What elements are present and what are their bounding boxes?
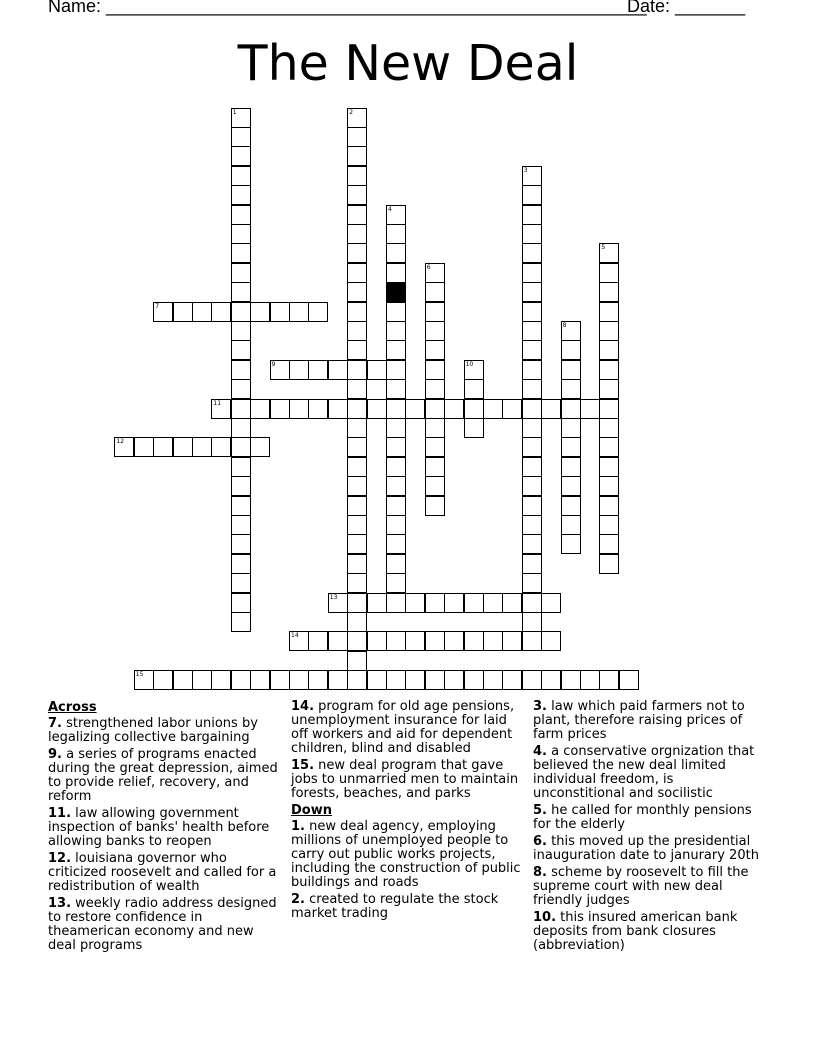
clue-text: new deal agency, employing millions of unemployed people to carry out public works projects, including the construction of public buildings and roads (291, 819, 521, 890)
crossword-cell[interactable] (425, 399, 445, 419)
clue-text: scheme by roosevelt to fill the supreme court with new deal friendly judges (533, 865, 749, 908)
clue-across-9 (48, 748, 284, 804)
crossword-cell[interactable] (231, 243, 251, 263)
crossword-cell[interactable] (425, 379, 445, 399)
crossword-cell[interactable] (425, 263, 445, 283)
crossword-cell[interactable] (541, 399, 561, 419)
crossword-cell[interactable] (367, 360, 387, 380)
crossword-cell[interactable] (289, 360, 309, 380)
crossword-cell[interactable] (541, 631, 561, 651)
crossword-cell[interactable] (561, 399, 581, 419)
crossword-cell[interactable] (231, 127, 251, 147)
crossword-cell[interactable] (522, 418, 542, 438)
crossword-cell[interactable] (599, 534, 619, 554)
crossword-cell[interactable] (347, 146, 367, 166)
crossword-cell[interactable] (231, 379, 251, 399)
crossword-cell[interactable] (347, 108, 367, 128)
clue-down-5 (533, 804, 769, 832)
crossword-cell[interactable] (386, 379, 406, 399)
crossword-cell[interactable] (328, 399, 348, 419)
cell-number: 3 (523, 166, 528, 174)
crossword-cell[interactable] (522, 670, 542, 690)
crossword-cell[interactable] (522, 554, 542, 574)
crossword-cell[interactable] (231, 554, 251, 574)
crossword-cell[interactable] (347, 127, 367, 147)
crossword-cell[interactable] (347, 399, 367, 419)
crossword-cell[interactable] (425, 321, 445, 341)
crossword-cell[interactable] (347, 302, 367, 322)
crossword-cell[interactable] (231, 496, 251, 516)
crossword-cell[interactable] (231, 457, 251, 477)
clue-across-7 (48, 717, 284, 745)
crossword-cell[interactable] (522, 437, 542, 457)
crossword-cell[interactable] (347, 263, 367, 283)
crossword-cell[interactable] (580, 399, 600, 419)
crossword-cell[interactable] (231, 593, 251, 613)
crossword-cell[interactable] (386, 457, 406, 477)
crossword-cell[interactable] (347, 612, 367, 632)
crossword-cell[interactable] (347, 534, 367, 554)
crossword-cell[interactable] (561, 379, 581, 399)
crossword-cell[interactable] (522, 224, 542, 244)
crossword-cell[interactable] (153, 302, 173, 322)
clue-number: 3. (533, 699, 547, 714)
crossword-cell[interactable] (231, 263, 251, 283)
across-heading: Across (48, 700, 97, 715)
clue-number: 8. (533, 865, 547, 880)
black-square (386, 282, 406, 302)
crossword-cell[interactable] (308, 360, 328, 380)
clue-text: law which paid farmers not to plant, therefore raising prices of farm prices (533, 699, 745, 742)
crossword-cell[interactable] (328, 360, 348, 380)
clue-text: strengthened labor unions by legalizing collective bargaining (48, 716, 258, 745)
crossword-cell[interactable] (153, 670, 173, 690)
clue-number: 7. (48, 716, 62, 731)
clue-text: weekly radio address designed to restore confidence in theamerican economy and new deal programs (48, 896, 277, 953)
crossword-cell[interactable] (405, 399, 425, 419)
crossword-cell[interactable] (231, 224, 251, 244)
crossword-cell[interactable] (561, 418, 581, 438)
crossword-cell[interactable] (347, 457, 367, 477)
crossword-cell[interactable] (599, 496, 619, 516)
crossword-cell[interactable] (347, 573, 367, 593)
crossword-cell[interactable] (231, 612, 251, 632)
crossword-cell[interactable] (386, 476, 406, 496)
crossword-cell[interactable] (425, 496, 445, 516)
crossword-cell[interactable] (386, 399, 406, 419)
clue-across-13 (48, 897, 284, 953)
crossword-cell[interactable] (425, 340, 445, 360)
down-heading: Down (291, 803, 332, 818)
crossword-cell[interactable] (502, 399, 522, 419)
crossword-cell[interactable] (599, 476, 619, 496)
crossword-cell[interactable] (308, 302, 328, 322)
crossword-cell[interactable] (405, 670, 425, 690)
clue-number: 5. (533, 803, 547, 818)
crossword-cell[interactable] (502, 670, 522, 690)
crossword-cell[interactable] (502, 631, 522, 651)
crossword-cell[interactable] (561, 515, 581, 535)
crossword-cell[interactable] (231, 302, 251, 322)
crossword-cell[interactable] (561, 476, 581, 496)
crossword-cell[interactable] (522, 243, 542, 263)
crossword-cell[interactable] (386, 302, 406, 322)
clue-number: 2. (291, 892, 305, 907)
crossword-cell[interactable] (425, 437, 445, 457)
crossword-cell[interactable] (599, 554, 619, 574)
crossword-cell[interactable] (231, 205, 251, 225)
crossword-cell[interactable] (347, 243, 367, 263)
crossword-cell[interactable] (599, 340, 619, 360)
crossword-cell[interactable] (231, 573, 251, 593)
crossword-cell[interactable] (522, 379, 542, 399)
crossword-cell[interactable] (347, 496, 367, 516)
crossword-cell[interactable] (405, 593, 425, 613)
crossword-cell[interactable] (561, 534, 581, 554)
crossword-cell[interactable] (599, 379, 619, 399)
crossword-cell[interactable] (522, 340, 542, 360)
clue-column-2 (291, 700, 527, 924)
clue-text: created to regulate the stock market trading (291, 892, 499, 921)
crossword-cell[interactable] (561, 670, 581, 690)
crossword-cell[interactable] (561, 496, 581, 516)
crossword-cell[interactable] (270, 399, 290, 419)
clue-across-11 (48, 807, 284, 849)
crossword-cell[interactable] (347, 224, 367, 244)
crossword-cell[interactable] (231, 146, 251, 166)
cell-number: 11 (213, 399, 222, 407)
crossword-cell[interactable] (173, 437, 193, 457)
cell-number: 13 (329, 593, 338, 601)
crossword-cell[interactable] (347, 515, 367, 535)
crossword-cell[interactable] (231, 185, 251, 205)
crossword-cell[interactable] (464, 399, 484, 419)
page-title: The New Deal (237, 35, 579, 92)
crossword-cell[interactable] (522, 302, 542, 322)
crossword-cell[interactable] (347, 418, 367, 438)
clue-text: a series of programs enacted during the great depression, aimed to provide relief, recovery, and reform (48, 747, 278, 804)
crossword-cell[interactable] (464, 593, 484, 613)
crossword-cell[interactable] (483, 631, 503, 651)
crossword-cell[interactable] (522, 263, 542, 283)
crossword-cell[interactable] (405, 631, 425, 651)
crossword-cell[interactable] (347, 651, 367, 671)
crossword-cell[interactable] (425, 360, 445, 380)
crossword-cell[interactable] (347, 282, 367, 302)
crossword-cell[interactable] (347, 593, 367, 613)
crossword-cell[interactable] (308, 399, 328, 419)
crossword-cell[interactable] (289, 302, 309, 322)
crossword-cell[interactable] (599, 670, 619, 690)
crossword-cell[interactable] (561, 340, 581, 360)
crossword-cell[interactable] (231, 360, 251, 380)
crossword-cell[interactable] (231, 321, 251, 341)
crossword-cell[interactable] (599, 243, 619, 263)
crossword-cell[interactable] (425, 631, 445, 651)
crossword-cell[interactable] (386, 496, 406, 516)
crossword-cell[interactable] (211, 670, 231, 690)
crossword-cell[interactable] (134, 437, 154, 457)
crossword-cell[interactable] (483, 670, 503, 690)
clue-text: law allowing government inspection of banks' health before allowing banks to reopen (48, 806, 270, 849)
crossword-cell[interactable] (347, 554, 367, 574)
crossword-cell[interactable] (464, 360, 484, 380)
crossword-cell[interactable] (619, 670, 639, 690)
crossword-cell[interactable] (464, 670, 484, 690)
crossword-cell[interactable] (386, 243, 406, 263)
crossword-cell[interactable] (599, 418, 619, 438)
crossword-cell[interactable] (522, 631, 542, 651)
crossword-cell[interactable] (289, 670, 309, 690)
clue-column-1 (48, 700, 284, 956)
crossword-cell[interactable] (386, 418, 406, 438)
crossword-cell[interactable] (561, 437, 581, 457)
crossword-cell[interactable] (367, 670, 387, 690)
cell-number: 12 (116, 438, 125, 446)
clue-column-3 (533, 700, 769, 956)
crossword-cell[interactable] (444, 631, 464, 651)
cell-number: 7 (155, 302, 160, 310)
clue-down-6 (533, 835, 769, 863)
clue-number: 11. (48, 806, 72, 821)
crossword-cell[interactable] (425, 593, 445, 613)
crossword-cell[interactable] (522, 282, 542, 302)
crossword-cell[interactable] (386, 340, 406, 360)
crossword-cell[interactable] (367, 631, 387, 651)
crossword-cell[interactable] (328, 670, 348, 690)
crossword-cell[interactable] (231, 340, 251, 360)
crossword-cell[interactable] (192, 437, 212, 457)
cell-number: 9 (271, 360, 276, 368)
crossword-cell[interactable] (522, 205, 542, 225)
crossword-cell[interactable] (561, 321, 581, 341)
clue-down-2 (291, 893, 527, 921)
crossword-cell[interactable] (328, 631, 348, 651)
clue-down-10 (533, 911, 769, 953)
clue-down-4 (533, 745, 769, 801)
crossword-cell[interactable] (599, 360, 619, 380)
crossword-cell[interactable] (386, 670, 406, 690)
crossword-cell[interactable] (502, 593, 522, 613)
crossword-cell[interactable] (347, 670, 367, 690)
crossword-cell[interactable] (599, 302, 619, 322)
crossword-cell[interactable] (347, 437, 367, 457)
crossword-cell[interactable] (114, 437, 134, 457)
cell-number: 14 (291, 632, 299, 640)
crossword-cell[interactable] (347, 360, 367, 380)
crossword-cell[interactable] (289, 631, 309, 651)
crossword-cell[interactable] (483, 399, 503, 419)
crossword-cell[interactable] (347, 166, 367, 186)
crossword-cell[interactable] (347, 205, 367, 225)
clue-across-14 (291, 700, 527, 756)
crossword-cell[interactable] (522, 321, 542, 341)
crossword-cell[interactable] (599, 282, 619, 302)
crossword-cell[interactable] (425, 457, 445, 477)
crossword-cell[interactable] (386, 593, 406, 613)
crossword-cell[interactable] (347, 476, 367, 496)
crossword-cell[interactable] (250, 670, 270, 690)
clue-text: louisiana governor who criticized roosevelt and called for a redistribution of wealth (48, 851, 277, 894)
crossword-cell[interactable] (250, 399, 270, 419)
crossword-cell[interactable] (173, 302, 193, 322)
crossword-cell[interactable] (464, 379, 484, 399)
crossword-cell[interactable] (192, 302, 212, 322)
clue-number: 4. (533, 744, 547, 759)
crossword-cell[interactable] (580, 670, 600, 690)
crossword-cell[interactable] (522, 612, 542, 632)
crossword-cell[interactable] (231, 534, 251, 554)
crossword-cell[interactable] (599, 399, 619, 419)
crossword-cell[interactable] (192, 670, 212, 690)
crossword-cell[interactable] (153, 437, 173, 457)
crossword-cell[interactable] (425, 670, 445, 690)
clue-number: 12. (48, 851, 72, 866)
crossword-cell[interactable] (561, 457, 581, 477)
clue-across-15 (291, 759, 527, 801)
crossword-cell[interactable] (211, 302, 231, 322)
clue-across-12 (48, 852, 284, 894)
cell-number: 15 (135, 671, 144, 679)
crossword-cell[interactable] (541, 593, 561, 613)
crossword-cell[interactable] (522, 185, 542, 205)
crossword-cell[interactable] (367, 399, 387, 419)
crossword-cell[interactable] (270, 360, 290, 380)
crossword-cell[interactable] (386, 321, 406, 341)
date-field-label: Date: _______ (627, 0, 746, 16)
crossword-cell[interactable] (464, 418, 484, 438)
crossword-cell[interactable] (250, 437, 270, 457)
clue-number: 14. (291, 699, 315, 714)
clue-text: he called for monthly pensions for the elderly (533, 803, 752, 832)
name-field-label: Name: ______________________________________________________ (48, 0, 647, 16)
clue-number: 13. (48, 896, 72, 911)
crossword-cell[interactable] (250, 302, 270, 322)
crossword-cell[interactable] (522, 166, 542, 186)
clue-number: 1. (291, 819, 305, 834)
crossword-cell[interactable] (444, 399, 464, 419)
crossword-cell[interactable] (231, 515, 251, 535)
crossword-cell[interactable] (386, 573, 406, 593)
clue-down-8 (533, 866, 769, 908)
crossword-cell[interactable] (308, 631, 328, 651)
crossword-cell[interactable] (231, 399, 251, 419)
clue-text: program for old age pensions, unemployment insurance for laid off workers and aid for dependent children, blind and disabled (291, 699, 515, 756)
crossword-cell[interactable] (173, 670, 193, 690)
crossword-cell[interactable] (231, 108, 251, 128)
cell-number: 4 (388, 205, 392, 213)
cell-number: 2 (349, 108, 354, 116)
crossword-cell[interactable] (425, 282, 445, 302)
crossword-cell[interactable] (444, 593, 464, 613)
crossword-cell[interactable] (522, 573, 542, 593)
crossword-cell[interactable] (231, 418, 251, 438)
crossword-cell[interactable] (386, 534, 406, 554)
crossword-cell[interactable] (599, 457, 619, 477)
crossword-cell[interactable] (386, 205, 406, 225)
crossword-cell[interactable] (522, 476, 542, 496)
crossword-cell[interactable] (425, 476, 445, 496)
crossword-cell[interactable] (347, 379, 367, 399)
clue-text: this insured american bank deposits from bank closures (abbreviation) (533, 910, 738, 953)
crossword-cell[interactable] (522, 515, 542, 535)
crossword-cell[interactable] (386, 360, 406, 380)
crossword-cell[interactable] (386, 515, 406, 535)
crossword-cell[interactable] (386, 437, 406, 457)
crossword-cell[interactable] (386, 554, 406, 574)
cell-number: 1 (232, 108, 237, 116)
crossword-cell[interactable] (386, 631, 406, 651)
crossword-cell[interactable] (425, 302, 445, 322)
cell-number: 6 (426, 263, 431, 271)
crossword-cell[interactable] (328, 593, 348, 613)
clue-text: this moved up the presidential inauguration date to janurary 20th (533, 834, 759, 863)
crossword-cell[interactable] (308, 670, 328, 690)
crossword-cell[interactable] (347, 631, 367, 651)
cell-number: 5 (601, 244, 606, 252)
clue-number: 6. (533, 834, 547, 849)
crossword-cell[interactable] (386, 224, 406, 244)
clue-number: 15. (291, 758, 315, 773)
crossword-cell[interactable] (134, 670, 154, 690)
crossword-cell[interactable] (386, 263, 406, 283)
crossword-cell[interactable] (270, 670, 290, 690)
crossword-cell[interactable] (522, 593, 542, 613)
crossword-cell[interactable] (231, 476, 251, 496)
crossword-cell[interactable] (347, 340, 367, 360)
crossword-cell[interactable] (367, 593, 387, 613)
clue-number: 9. (48, 747, 62, 762)
crossword-cell[interactable] (541, 670, 561, 690)
crossword-cell[interactable] (599, 321, 619, 341)
crossword-cell[interactable] (522, 399, 542, 419)
crossword-cell[interactable] (522, 360, 542, 380)
crossword-cell[interactable] (211, 437, 231, 457)
crossword-cell[interactable] (522, 534, 542, 554)
crossword-cell[interactable] (599, 263, 619, 283)
crossword-cell[interactable] (231, 282, 251, 302)
clue-down-1 (291, 820, 527, 890)
crossword-cell[interactable] (231, 670, 251, 690)
clue-text: new deal program that gave jobs to unmarried men to maintain forests, beaches, and parks (291, 758, 519, 801)
crossword-cell[interactable] (211, 399, 231, 419)
crossword-cell[interactable] (231, 437, 251, 457)
crossword-cell[interactable] (599, 515, 619, 535)
crossword-cell[interactable] (270, 302, 290, 322)
crossword-cell[interactable] (561, 360, 581, 380)
crossword-cell[interactable] (425, 418, 445, 438)
crossword-cell[interactable] (444, 670, 464, 690)
crossword-cell[interactable] (464, 631, 484, 651)
crossword-cell[interactable] (289, 399, 309, 419)
clue-number: 10. (533, 910, 557, 925)
clue-down-3 (533, 700, 769, 742)
clue-text: a conservative orgnization that believed the new deal limited individual freedom, is unconstitional and socilistic (533, 744, 755, 801)
crossword-cell[interactable] (347, 321, 367, 341)
crossword-cell[interactable] (599, 437, 619, 457)
crossword-cell[interactable] (483, 593, 503, 613)
crossword-cell[interactable] (522, 496, 542, 516)
crossword-cell[interactable] (347, 185, 367, 205)
cell-number: 10 (465, 360, 474, 368)
crossword-cell[interactable] (231, 166, 251, 186)
cell-number: 8 (562, 321, 567, 329)
crossword-cell[interactable] (522, 457, 542, 477)
